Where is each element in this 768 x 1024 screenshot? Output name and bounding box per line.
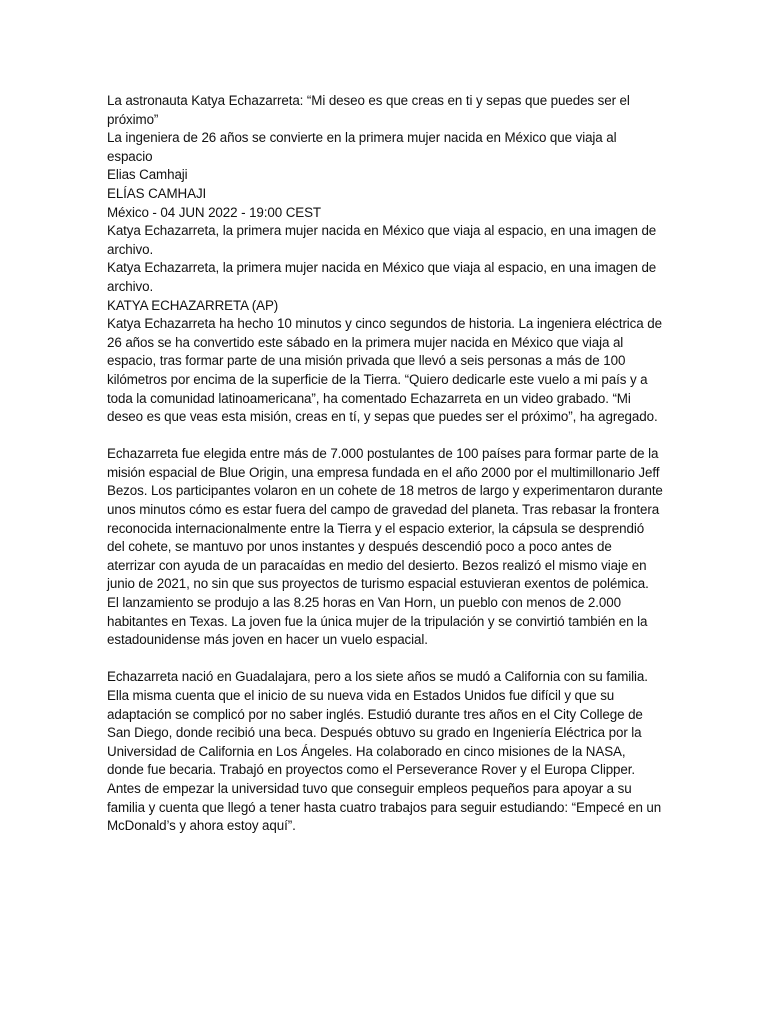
image-caption-repeat: Katya Echazarreta, la primera mujer nacida en México que viaja al espacio, en una imagen de archivo. xyxy=(107,260,657,294)
author-name: Elias Camhaji xyxy=(107,167,188,183)
article-headline: La astronauta Katya Echazarreta: “Mi deseo es que creas en ti y sepas que puedes ser el próximo” xyxy=(107,93,630,127)
body-paragraph-1: Katya Echazarreta ha hecho 10 minutos y cinco segundos de historia. La ingeniera eléctrica de 26 años se ha convertido este sábado en la primera mujer nacida en México que viaja al espacio, tras formar parte de una misión privada que llevó a seis personas a más de 100 kilómetros por encima de la superficie de la Tierra. “Quiero dedicarle este vuelo a mi país y a toda la comunidad latinoamericana”, ha comentado Echazarreta en un video grabado. “Mi deseo es que veas esta misión, creas en tí, y sepas que puedes ser el próximo”, ha agregado. xyxy=(107,316,662,425)
article-subtitle: La ingeniera de 26 años se convierte en la primera mujer nacida en México que viaja al espacio xyxy=(107,130,617,164)
photo-credit: KATYA ECHAZARRETA (AP) xyxy=(107,297,279,313)
body-paragraph-2: Echazarreta fue elegida entre más de 7.000 postulantes de 100 países para formar parte de la misión espacial de Blue Origin, una empresa fundada en el año 2000 por el multimillonario Jeff Bezos. Los participantes volaron en un cohete de 18 metros de largo y experimentaron durante unos minutos cómo es estar fuera del campo de gravedad del planeta. Tras rebasar la frontera reconocida internacionalmente entre la Tierra y el espacio exterior, la cápsula se desprendió del cohete, se mantuvo por unos instantes y después descendió poco a poco antes de aterrizar con ayuda de un paracaídas en medio del desierto. Bezos realizó el mismo viaje en junio de 2021, no sin que sus proyectos de turismo espacial estuvieran exentos de polémica. El lanzamiento se produjo a las 8.25 horas en Van Horn, un pueblo con menos de 2.000 habitantes en Texas. La joven fue la única mujer de la tripulación y se convirtió también en la estadounidense más joven en hacer un vuelo espacial. xyxy=(107,446,663,648)
body-paragraph-3: Echazarreta nació en Guadalajara, pero a los siete años se mudó a California con su familia. Ella misma cuenta que el inicio de su nueva vida en Estados Unidos fue difícil y que su adaptación se complicó por no saber inglés. Estudió durante tres años en el City College de San Diego, donde recibió una beca. Después obtuvo su grado en Ingeniería Eléctrica por la Universidad de California en Los Ángeles. Ha colaborado en cinco misiones de la NASA, donde fue becaria. Trabajó en proyectos como el Perseverance Rover y el Europa Clipper. Antes de empezar la universidad tuvo que conseguir empleos pequeños para apoyar a su familia y cuenta que llegó a tener hasta cuatro trabajos para seguir estudiando: “Empecé en un McDonald’s y ahora estoy aquí”. xyxy=(107,669,662,834)
dateline: México - 04 JUN 2022 - 19:00 CEST xyxy=(107,204,322,220)
image-caption: Katya Echazarreta, la primera mujer nacida en México que viaja al espacio, en una imagen de archivo. xyxy=(107,223,657,257)
author-name-caps: ELÍAS CAMHAJI xyxy=(107,185,207,201)
article-text xyxy=(107,92,663,836)
